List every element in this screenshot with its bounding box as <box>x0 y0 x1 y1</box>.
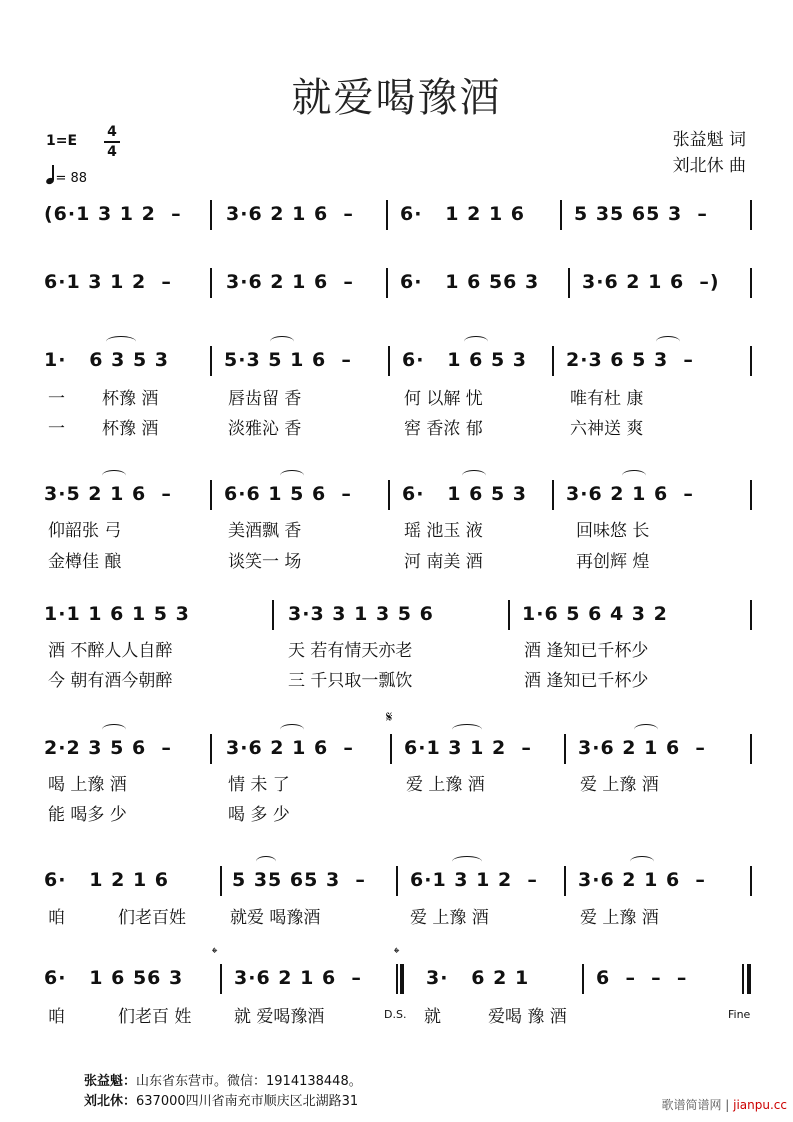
measure: 6·6 1 5 6 – <box>224 483 352 505</box>
lyric: 三 千只取一瓢饮 <box>288 671 413 691</box>
measure: 2·2 3 5 6 – <box>44 737 172 759</box>
lyric: 们老百姓 <box>118 908 186 928</box>
measure: 1· 6 3 5 3 <box>44 349 170 371</box>
lyric: 爱 上豫 酒 <box>580 775 659 795</box>
lyric: 谈笑一 场 <box>228 552 302 572</box>
lyric: 瑶 池玉 液 <box>404 521 483 541</box>
watermark-site: 歌谱简谱网 <box>661 1098 722 1112</box>
lyric-row <box>44 384 756 408</box>
measure: 3· 6 2 1 <box>426 967 530 989</box>
lyric-row <box>44 770 756 794</box>
lyric: 淡雅沁 香 <box>228 419 302 439</box>
lyricist-credit: 张益魁 词 <box>672 130 746 150</box>
score-row-8 <box>44 960 756 1000</box>
measure: 3·6 2 1 6 – <box>234 967 362 989</box>
lyric: 一 <box>48 419 65 439</box>
watermark: 歌谱简谱网 | jianpu.cc <box>661 1098 787 1112</box>
measure: 5·3 5 1 6 – <box>224 349 352 371</box>
coda-icon: 𝄌 <box>212 944 218 962</box>
score-row-5 <box>44 596 756 636</box>
page-title: 就爱喝豫酒 <box>291 75 502 121</box>
lyric: 咱 <box>48 908 65 928</box>
lyric: 美酒飘 香 <box>228 521 302 541</box>
lyric: 爱 上豫 酒 <box>406 775 485 795</box>
lyric: 回味悠 长 <box>576 521 650 541</box>
lyric: 今 朝有酒今朝醉 <box>48 671 173 691</box>
tempo-marking <box>46 167 87 186</box>
lyric: 酒 逢知已千杯少 <box>524 641 649 661</box>
fine-marking: Fine <box>728 1008 751 1021</box>
measure: 6· 1 6 56 3 <box>44 967 184 989</box>
footer-label: 刘北休： <box>84 1094 137 1109</box>
measure: 5 35 65 3 – <box>232 869 366 891</box>
measure: 6 – – – <box>596 967 688 989</box>
lyric: 爱喝 豫 酒 <box>488 1007 567 1027</box>
watermark-url: jianpu.cc <box>733 1098 787 1112</box>
score-row-3 <box>44 342 756 382</box>
tempo-value: = 88 <box>55 171 88 186</box>
footer-text: 637000四川省南充市顺庆区北湖路31 <box>136 1094 359 1109</box>
measure: 3·6 2 1 6 – <box>226 737 354 759</box>
lyric-row <box>44 516 756 540</box>
lyric: 情 未 了 <box>228 775 290 795</box>
measure: 3·5 2 1 6 – <box>44 483 172 505</box>
measure: 2·3 6 5 3 – <box>566 349 694 371</box>
lyric-row <box>44 414 756 438</box>
time-sig-top: 4 <box>107 124 117 140</box>
lyric: 何 以解 忧 <box>404 389 483 409</box>
lyric: 杯豫 酒 <box>102 419 159 439</box>
lyric: 喝 上豫 酒 <box>48 775 127 795</box>
measure: 5 35 65 3 – <box>574 203 708 225</box>
measure: 6· 1 6 5 3 <box>402 349 528 371</box>
lyric: 六神送 爽 <box>570 419 644 439</box>
measure: 3·6 2 1 6 – <box>578 869 706 891</box>
lyric: 杯豫 酒 <box>102 389 159 409</box>
measure: 3·6 2 1 6 –) <box>582 271 720 293</box>
measure: 6·1 3 1 2 – <box>404 737 532 759</box>
measure: 6·1 3 1 2 – <box>44 271 172 293</box>
lyric: 窖 香浓 郁 <box>404 419 483 439</box>
lyric: 酒 不醉人人自醉 <box>48 641 173 661</box>
lyric: 再创辉 煌 <box>576 552 650 572</box>
segno-icon: 𝄋 <box>386 708 393 726</box>
footer-contact <box>84 1072 362 1112</box>
coda-icon: 𝄌 <box>394 944 400 962</box>
lyric: 爱 上豫 酒 <box>580 908 659 928</box>
lyric-row <box>44 636 756 660</box>
measure: 3·6 2 1 6 – <box>226 203 354 225</box>
lyric: 就 <box>424 1007 441 1027</box>
lyric: 酒 逢知已千杯少 <box>524 671 649 691</box>
lyric: 金樽佳 酿 <box>48 552 122 572</box>
measure: 1·1 1 6 1 5 3 <box>44 603 190 625</box>
measure: 6· 1 6 56 3 <box>400 271 540 293</box>
score-row-4 <box>44 476 756 516</box>
lyric-row <box>44 547 756 571</box>
score-row-7 <box>44 862 756 902</box>
ds-marking: D.S. <box>384 1008 407 1021</box>
footer-text: 山东省东营市。微信：1914138448。 <box>136 1074 362 1089</box>
lyric: 喝 多 少 <box>228 805 290 825</box>
footer-label: 张益魁： <box>84 1074 137 1089</box>
key-signature: 1=E <box>46 133 78 149</box>
lyric: 能 喝多 少 <box>48 805 127 825</box>
lyric: 爱 上豫 酒 <box>410 908 489 928</box>
measure: 3·6 2 1 6 – <box>226 271 354 293</box>
lyric-row <box>44 666 756 690</box>
composer-credit: 刘北休 曲 <box>672 156 746 176</box>
lyric: 河 南美 酒 <box>404 552 483 572</box>
lyric-row <box>44 903 756 927</box>
score-row-1 <box>44 196 756 236</box>
lyric: 仰韶张 弓 <box>48 521 122 541</box>
lyric: 天 若有情天亦老 <box>288 641 413 661</box>
score-row-6 <box>44 730 756 770</box>
lyric: 们老百 姓 <box>118 1007 192 1027</box>
score-row-2 <box>44 264 756 304</box>
time-sig-bottom: 4 <box>107 144 117 160</box>
measure: 3·6 2 1 6 – <box>566 483 694 505</box>
lyric-row <box>44 800 756 824</box>
lyric: 唯有杜 康 <box>570 389 644 409</box>
lyric: 咱 <box>48 1007 65 1027</box>
measure: 6· 1 2 1 6 <box>44 869 170 891</box>
measure: 3·6 2 1 6 – <box>578 737 706 759</box>
time-signature <box>104 124 120 160</box>
measure: (6·1 3 1 2 – <box>44 203 182 225</box>
measure: 1·6 5 6 4 3 2 <box>522 603 668 625</box>
lyric: 唇齿留 香 <box>228 389 302 409</box>
lyric: 一 <box>48 389 65 409</box>
measure: 6· 1 2 1 6 <box>400 203 526 225</box>
lyric: 就爱 喝豫酒 <box>230 908 321 928</box>
measure: 6·1 3 1 2 – <box>410 869 538 891</box>
lyric-row <box>44 1002 756 1026</box>
lyric: 就 爱喝豫酒 <box>234 1007 325 1027</box>
measure: 3·3 3 1 3 5 6 <box>288 603 434 625</box>
measure: 6· 1 6 5 3 <box>402 483 528 505</box>
